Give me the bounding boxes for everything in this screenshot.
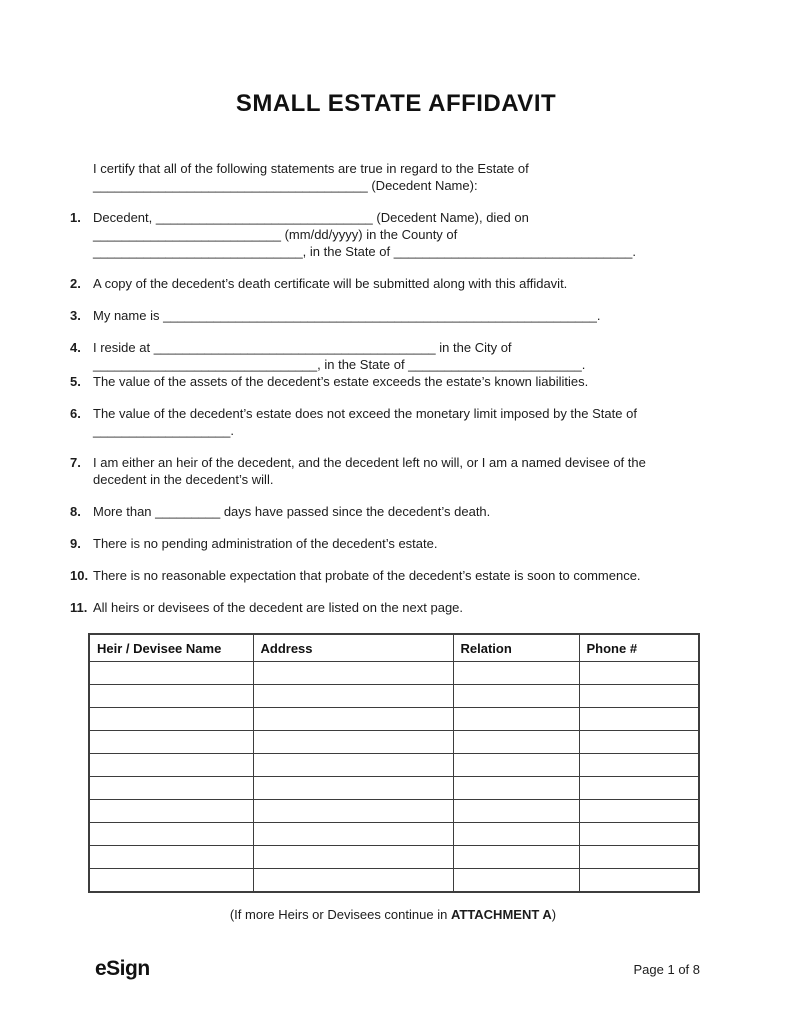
item-1	[70, 209, 722, 260]
table-cell	[579, 731, 699, 754]
table-cell	[253, 777, 453, 800]
item-number: 2.	[70, 276, 81, 291]
page-number: Page 1 of 8	[633, 961, 700, 977]
item-line: _____________________________, in the State of _________________________________.	[93, 244, 636, 259]
item-line: Decedent, ______________________________ (Decedent Name), died on	[93, 210, 529, 225]
table-cell	[253, 731, 453, 754]
table-cell	[579, 685, 699, 708]
column-header-heir-name: Heir / Devisee Name	[89, 634, 253, 662]
item-line: More than _________ days have passed since the decedent’s death.	[93, 504, 491, 519]
item-line: There is no reasonable expectation that probate of the decedent’s estate is soon to commence.	[93, 568, 641, 583]
intro-line: ______________________________________ (Decedent Name):	[93, 178, 478, 193]
item-8	[70, 503, 722, 520]
item-number: 1.	[70, 210, 81, 225]
table-cell	[579, 662, 699, 685]
table-row	[89, 800, 699, 823]
document-title: SMALL ESTATE AFFIDAVIT	[235, 90, 557, 117]
item-number: 10.	[70, 568, 89, 583]
item-line: The value of the assets of the decedent’s estate exceeds the estate’s known liabilities.	[93, 374, 589, 389]
table-cell	[453, 777, 579, 800]
table-cell	[89, 777, 253, 800]
attachment-note-prefix: (If more Heirs or Devisees continue in	[229, 907, 451, 922]
table-cell	[253, 708, 453, 731]
item-number: 9.	[70, 536, 81, 551]
item-2	[70, 275, 722, 292]
table-cell	[253, 662, 453, 685]
item-line: decedent in the decedent’s will.	[93, 472, 274, 487]
item-number: 4.	[70, 340, 81, 355]
table-row	[89, 823, 699, 846]
item-number: 6.	[70, 406, 81, 421]
intro-paragraph	[70, 160, 722, 194]
column-header-phone: Phone #	[579, 634, 699, 662]
table-cell	[89, 823, 253, 846]
item-line: I am either an heir of the decedent, and the decedent left no will, or I am a named devisee of the	[93, 455, 646, 470]
table-row	[89, 685, 699, 708]
table-cell	[89, 731, 253, 754]
table-cell	[453, 754, 579, 777]
table-cell	[453, 846, 579, 869]
attachment-note	[88, 906, 698, 923]
table-row	[89, 846, 699, 869]
item-line: The value of the decedent’s estate does not exceed the monetary limit imposed by the State of	[93, 406, 637, 421]
table-row	[89, 777, 699, 800]
item-number: 7.	[70, 455, 81, 470]
table-cell	[453, 823, 579, 846]
table-cell	[89, 754, 253, 777]
item-line: My name is ____________________________________________________________.	[93, 308, 601, 323]
table-cell	[453, 731, 579, 754]
item-number: 5.	[70, 374, 81, 389]
item-line: All heirs or devisees of the decedent are listed on the next page.	[93, 600, 464, 615]
table-row	[89, 708, 699, 731]
table-cell	[89, 685, 253, 708]
table-cell	[579, 846, 699, 869]
table-cell	[579, 869, 699, 893]
intro-line: I certify that all of the following statements are true in regard to the Estate of	[93, 161, 529, 176]
item-10	[70, 567, 722, 584]
item-3	[70, 307, 722, 324]
table-cell	[89, 800, 253, 823]
item-line: __________________________ (mm/dd/yyyy) in the County of	[93, 227, 458, 242]
item-9	[70, 535, 722, 552]
item-number: 11.	[70, 600, 88, 615]
table-cell	[453, 708, 579, 731]
esign-logo: eSign	[95, 957, 150, 980]
column-header-address: Address	[253, 634, 453, 662]
table-cell	[579, 777, 699, 800]
item-number: 8.	[70, 504, 81, 519]
table-cell	[579, 754, 699, 777]
table-cell	[579, 708, 699, 731]
table-row	[89, 662, 699, 685]
item-line: A copy of the decedent’s death certificate will be submitted along with this affidavit.	[93, 276, 568, 291]
item-line: I reside at _______________________________________ in the City of	[93, 340, 512, 355]
table-cell	[453, 685, 579, 708]
table-row	[89, 869, 699, 893]
item-11	[70, 599, 722, 616]
table-cell	[89, 846, 253, 869]
table-cell	[253, 800, 453, 823]
item-7	[70, 454, 722, 488]
item-number: 3.	[70, 308, 81, 323]
table-cell	[579, 823, 699, 846]
table-cell	[89, 708, 253, 731]
column-header-relation: Relation	[453, 634, 579, 662]
table-cell	[453, 662, 579, 685]
page-footer	[70, 957, 722, 981]
table-cell	[253, 754, 453, 777]
item-4	[70, 339, 722, 373]
table-cell	[253, 685, 453, 708]
table-cell	[453, 869, 579, 893]
heirs-table	[88, 633, 700, 893]
table-cell	[253, 846, 453, 869]
item-line: _______________________________, in the State of ________________________.	[93, 357, 586, 372]
table-row	[89, 731, 699, 754]
table-cell	[89, 662, 253, 685]
item-line: ___________________.	[93, 423, 234, 438]
table-cell	[453, 800, 579, 823]
item-6	[70, 405, 722, 439]
table-cell	[89, 869, 253, 893]
table-header-row	[89, 634, 699, 662]
table-cell	[579, 800, 699, 823]
item-5	[70, 373, 722, 390]
attachment-note-bold: ATTACHMENT A	[450, 907, 552, 922]
attachment-note-suffix: )	[551, 907, 557, 922]
table-cell	[253, 869, 453, 893]
table-row	[89, 754, 699, 777]
table-cell	[253, 823, 453, 846]
item-line: There is no pending administration of the decedent’s estate.	[93, 536, 438, 551]
